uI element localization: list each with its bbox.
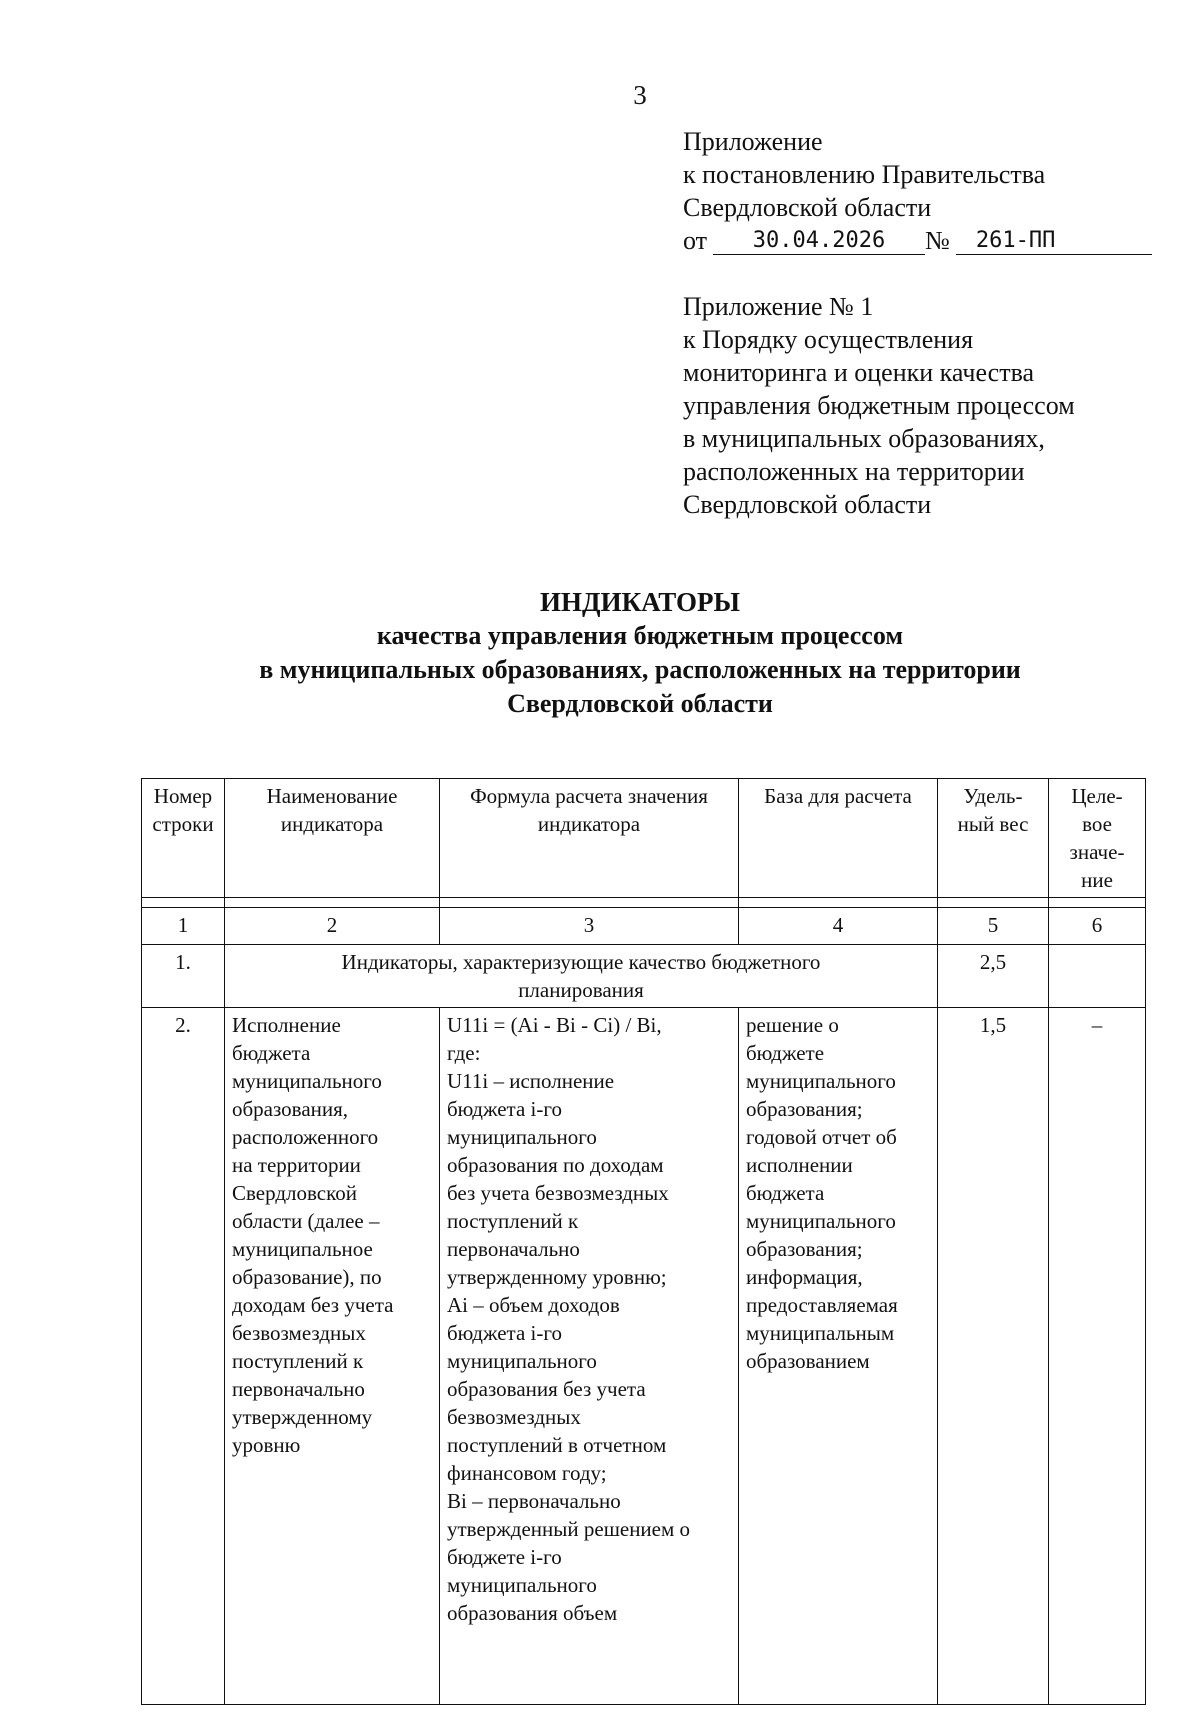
indicator-name: Исполнение бюджета муниципального образования, расположенного на территории Свердловской области (далее – муниципальное образование), по доходам без учета безвозмездных поступлений к первоначально утвержденному уровню — [225, 1008, 440, 1705]
annex-label: Приложение — [683, 127, 823, 156]
column-number: 1 — [142, 908, 225, 945]
column-number: 6 — [1049, 908, 1146, 945]
annex2-line-7: Свердловской области — [683, 490, 932, 519]
resolution-date: 30.04.2026 — [713, 228, 925, 255]
indicator-base: решение о бюджете муниципального образования; годовой отчет об исполнении бюджета муниципального образования; информация, предоставляемая муниципальным образованием — [739, 1008, 938, 1705]
title-line-3: Свердловской области — [507, 689, 773, 718]
header-row-number: Номер строки — [142, 779, 225, 898]
annex2-line-4: управления бюджетным процессом — [683, 391, 1075, 420]
column-number: 5 — [938, 908, 1049, 945]
table-header-row — [142, 779, 1146, 898]
annex-to-resolution — [683, 125, 1152, 257]
indicators-table — [141, 778, 1146, 1705]
title-line-1: качества управления бюджетным процессом — [376, 621, 904, 650]
title-line-2: в муниципальных образованиях, расположенных на территории — [259, 655, 1021, 684]
row-number: 2. — [142, 1008, 225, 1705]
row-target — [1049, 945, 1146, 1008]
annex2-line-1: Приложение № 1 — [683, 292, 874, 321]
header-base: База для расчета — [739, 779, 938, 898]
header-weight: Удель- ный вес — [938, 779, 1049, 898]
header-target: Целе- вое значе- ние — [1049, 779, 1146, 898]
column-number-row — [142, 908, 1146, 945]
header-formula: Формула расчета значения индикатора — [440, 779, 739, 898]
header-separator — [142, 898, 1146, 908]
column-number: 2 — [225, 908, 440, 945]
annex-region-line: Свердловской области — [683, 193, 932, 222]
row-number: 1. — [142, 945, 225, 1008]
title-heading: ИНДИКАТОРЫ — [540, 587, 740, 617]
column-number: 3 — [440, 908, 739, 945]
row-target: – — [1049, 1008, 1146, 1705]
document-title — [0, 585, 1200, 721]
header-indicator-name: Наименование индикатора — [225, 779, 440, 898]
row-weight: 2,5 — [938, 945, 1049, 1008]
annex2-line-5: в муниципальных образованиях, — [683, 424, 1045, 453]
resolution-number: 261-ПП — [956, 228, 1152, 255]
page-number: 3 — [633, 80, 647, 110]
annex-to-procedure — [683, 290, 1075, 521]
resolution-date-number-line — [683, 224, 1152, 257]
from-label: от — [683, 226, 708, 255]
section-title: Индикаторы, характеризующие качество бюджетного планирования — [225, 945, 938, 1008]
table-row-section-1 — [142, 945, 1146, 1008]
row-weight: 1,5 — [938, 1008, 1049, 1705]
indicator-formula: U11i = (Ai - Bi - Ci) / Bi, где: U11i – исполнение бюджета i-го муниципального образования по доходам без учета безвозмездных поступлений к первоначально утвержденному уровню; Ai – объем доходов бюджета i-го муниципального образования без учета безвозмездных поступлений в отчетном финансовом году; Bi – первоначально утвержденный решением о бюджете i-го муниципального образования объем — [440, 1008, 739, 1705]
number-label: № — [925, 226, 950, 255]
annex2-line-6: расположенных на территории — [683, 457, 1025, 486]
annex-resolution-line: к постановлению Правительства — [683, 160, 1046, 189]
annex2-line-2: к Порядку осуществления — [683, 325, 974, 354]
annex2-line-3: мониторинга и оценки качества — [683, 358, 1035, 387]
table-row-2 — [142, 1008, 1146, 1705]
column-number: 4 — [739, 908, 938, 945]
